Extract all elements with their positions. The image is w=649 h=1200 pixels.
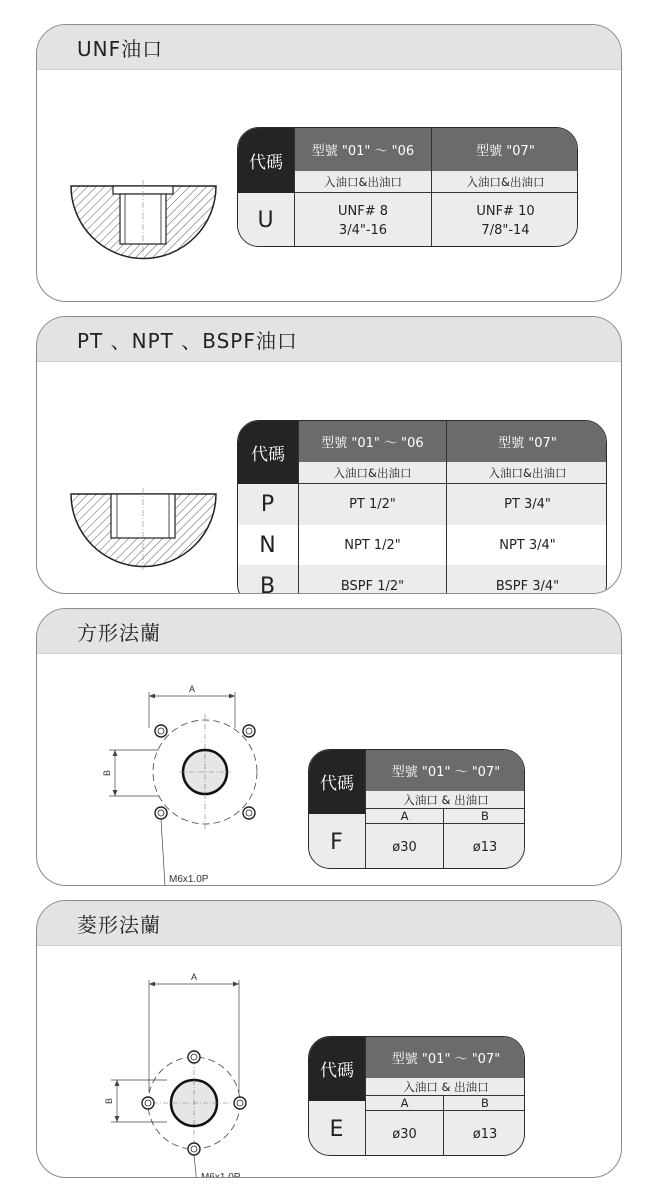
code-u: U [238, 192, 294, 247]
code-e: E [309, 1100, 365, 1156]
dim-a-label: A [188, 684, 196, 694]
section-title: UNF油口 [37, 25, 621, 70]
value-cell: BSPF 3/4" [446, 565, 607, 594]
value-line: UNF# 10 [476, 203, 535, 219]
col-header-b: B [443, 808, 525, 823]
unf-spec-table [237, 127, 578, 247]
code-header: 代碼 [309, 1037, 365, 1100]
port-label: 入油口 & 出油口 [365, 791, 525, 808]
model-header-01-06: 型號 "01" ～ "06 [294, 128, 431, 171]
dim-b-label: B [102, 769, 112, 777]
section-pt-npt-bspf-port [36, 316, 622, 594]
model-header-01-07: 型號 "01" ～ "07" [365, 1037, 525, 1078]
value-a: ø30 [365, 823, 443, 869]
code-header: 代碼 [238, 421, 298, 483]
value-cell: PT 3/4" [446, 483, 607, 525]
section-title: 方形法蘭 [37, 609, 621, 654]
section-unf-port [36, 24, 622, 302]
dim-b-label: B [104, 1097, 114, 1105]
code-header: 代碼 [238, 128, 294, 192]
section-square-flange [36, 608, 622, 886]
value-cell: PT 1/2" [298, 483, 446, 525]
col-header-b: B [443, 1095, 525, 1110]
value-line: 7/8"-14 [481, 222, 530, 238]
port-label: 入油口&出油口 [294, 171, 431, 192]
thread-label: M6x1.0P [169, 874, 209, 885]
model-header-07: 型號 "07" [431, 128, 578, 171]
port-label: 入油口 & 出油口 [365, 1078, 525, 1095]
value-cell: NPT 3/4" [446, 525, 607, 565]
col-header-a: A [365, 808, 443, 823]
value-a: ø30 [365, 1110, 443, 1156]
square-flange-drawing-icon [99, 684, 299, 885]
value-cell [294, 192, 431, 247]
model-header-01-07: 型號 "01" ～ "07" [365, 750, 525, 791]
model-header-07: 型號 "07" [446, 421, 607, 462]
port-label: 入油口&出油口 [431, 171, 578, 192]
model-header-01-06: 型號 "01" ～ "06 [298, 421, 446, 462]
section-diamond-flange [36, 900, 622, 1183]
section-title: 菱形法蘭 [37, 901, 621, 946]
value-line: UNF# 8 [337, 203, 388, 219]
value-cell: BSPF 1/2" [298, 565, 446, 594]
port-label: 入油口&出油口 [446, 462, 607, 483]
value-line: 3/4"-16 [338, 222, 388, 238]
code-header: 代碼 [309, 750, 365, 813]
square-flange-spec-table [308, 749, 525, 869]
code-p: P [238, 483, 298, 525]
pt-port-cross-section-icon [71, 494, 221, 574]
code-b: B [238, 565, 298, 594]
value-cell: NPT 1/2" [298, 525, 446, 565]
dim-a-label: A [190, 972, 198, 982]
diamond-flange-drawing-icon [101, 972, 301, 1183]
value-b: ø13 [443, 823, 525, 869]
thread-label: M6x1.0P [201, 1172, 241, 1183]
code-n: N [238, 525, 298, 565]
col-header-a: A [365, 1095, 443, 1110]
port-label: 入油口&出油口 [298, 462, 446, 483]
section-title: PT 、NPT 、BSPF油口 [37, 317, 621, 362]
unf-port-cross-section-icon [71, 186, 221, 266]
code-f: F [309, 813, 365, 869]
value-b: ø13 [443, 1110, 525, 1156]
value-cell [431, 192, 578, 247]
diamond-flange-spec-table [308, 1036, 525, 1156]
pt-npt-bspf-spec-table [237, 420, 607, 594]
